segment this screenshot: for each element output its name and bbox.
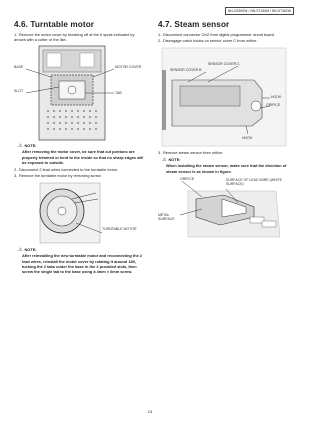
label-hook-bottom: HOOK — [242, 136, 253, 141]
label-slot: SLOT — [14, 89, 24, 94]
label-tab: TAB — [115, 91, 122, 96]
step-1: 1. Remove the motor cover by breaking off at the 6 spots indicated by arrows with a cutter or the like. — [14, 32, 135, 43]
steam-sensor-section — [158, 20, 290, 245]
steam-sensor-orientation-figure — [158, 177, 290, 243]
turntable-motor-diagram — [14, 181, 146, 245]
section-title: 4.6. Turntable motor — [14, 20, 95, 29]
sensor-cover-figure — [158, 46, 290, 148]
step-2: 2. Disconnect 2 lead wires connected to the turntable motor. — [14, 167, 119, 172]
note-1: ⚠ NOTE: After removing the motor cover, be sure that cut portions are properly trimmed or bent to the inside so that no sharp edges will be exposed to outside. — [18, 143, 144, 165]
label-metal-surface: METAL SURFACE — [158, 212, 175, 221]
steam-sensor-orientation-diagram — [158, 177, 290, 243]
step-3: 3. Remove the turntable motor by removing screw. — [14, 173, 102, 179]
warning-icon: ⚠ — [162, 157, 167, 164]
label-turntable-motor: TURNTABLE MOTOR — [102, 227, 137, 232]
label-sensor-cover-b: SENSOR COVER B — [170, 68, 202, 73]
section-title: 4.7. Steam sensor — [158, 20, 230, 29]
warning-icon: ⚠ — [18, 247, 23, 254]
turntable-motor-section — [14, 20, 146, 276]
label-motor-cover: MOTOR COVER — [115, 65, 142, 70]
note-2: ⚠ NOTE: After reinstalling the new turntable motor and reconnecting the 2 lead wires, reinstall the motor cover by rotating it around 180, tucking the 2 tabs under the base in the 2 provided slots, then screw the single tab to the base using a 4mm × 6mm screw. — [18, 247, 142, 274]
page-number: 13 — [147, 409, 153, 414]
label-base: BASE — [14, 65, 24, 70]
label-sensor-cover-c: SENSOR COVER C — [208, 62, 240, 67]
warning-icon: ⚠ — [18, 143, 23, 150]
step-1: 1. Disconnect connector CN2 from digital programmer circuit board. — [158, 32, 276, 37]
turntable-motor-figure — [14, 181, 146, 245]
label-orifice: ORIFICE — [266, 103, 281, 108]
step-3: 3. Remove steam sensor from orifice. — [158, 150, 224, 156]
label-hook-top: HOOK — [271, 95, 282, 100]
label-orifice-2: ORIFICE — [180, 176, 195, 181]
motor-cover-diagram — [14, 45, 146, 141]
step-2: 2. Disengage catch hooks on sensor cover C from orifice. — [158, 38, 258, 44]
model-code-header: NN-GS592W / NN-ST462M / NN-ST462W — [225, 7, 294, 15]
label-surface-lead-wire: SURFACE OF LEAD WIRE (WHITE SURFACE) — [226, 177, 283, 186]
motor-cover-figure — [14, 45, 146, 141]
note-3: ⚠ NOTE: When installing the steam sensor, make sure that the direction of steam sensor is as shown in figure. — [162, 157, 287, 174]
